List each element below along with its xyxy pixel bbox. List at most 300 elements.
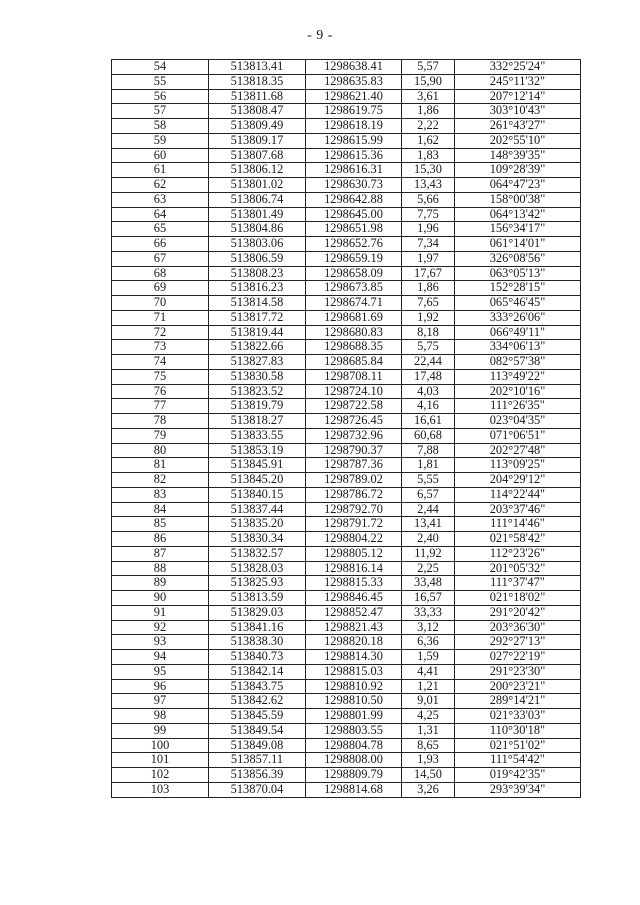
table-row [112, 753, 581, 768]
distance-cell: 2,25 [402, 561, 455, 576]
y-coordinate-cell: 1298681.69 [306, 310, 402, 325]
distance-cell: 7,88 [402, 443, 455, 458]
x-coordinate-cell: 513842.14 [209, 664, 306, 679]
x-coordinate-cell: 513801.02 [209, 178, 306, 193]
table-row [112, 133, 581, 148]
x-coordinate-cell: 513809.17 [209, 133, 306, 148]
point-number-cell: 68 [112, 266, 209, 281]
point-number-cell: 85 [112, 517, 209, 532]
table-row [112, 664, 581, 679]
y-coordinate-cell: 1298852.47 [306, 605, 402, 620]
table-row [112, 192, 581, 207]
table-row [112, 723, 581, 738]
bearing-cell: 207°12'14" [455, 89, 581, 104]
point-number-cell: 65 [112, 222, 209, 237]
bearing-cell: 111°37'47" [455, 576, 581, 591]
x-coordinate-cell: 513819.79 [209, 399, 306, 414]
x-coordinate-cell: 513801.49 [209, 207, 306, 222]
distance-cell: 1,97 [402, 251, 455, 266]
distance-cell: 5,57 [402, 60, 455, 75]
point-number-cell: 63 [112, 192, 209, 207]
y-coordinate-cell: 1298809.79 [306, 768, 402, 783]
table-row [112, 399, 581, 414]
distance-cell: 4,41 [402, 664, 455, 679]
bearing-cell: 110°30'18" [455, 723, 581, 738]
table-row [112, 605, 581, 620]
distance-cell: 1,62 [402, 133, 455, 148]
x-coordinate-cell: 513806.12 [209, 163, 306, 178]
bearing-cell: 066°49'11" [455, 325, 581, 340]
bearing-cell: 203°36'30" [455, 620, 581, 635]
bearing-cell: 111°26'35" [455, 399, 581, 414]
y-coordinate-cell: 1298815.33 [306, 576, 402, 591]
table-row [112, 679, 581, 694]
x-coordinate-cell: 513803.06 [209, 237, 306, 252]
y-coordinate-cell: 1298635.83 [306, 74, 402, 89]
distance-cell: 5,66 [402, 192, 455, 207]
table-row [112, 163, 581, 178]
table-row [112, 384, 581, 399]
distance-cell: 9,01 [402, 694, 455, 709]
point-number-cell: 74 [112, 355, 209, 370]
table-row [112, 576, 581, 591]
y-coordinate-cell: 1298621.40 [306, 89, 402, 104]
bearing-cell: 326°08'56" [455, 251, 581, 266]
table-row [112, 694, 581, 709]
x-coordinate-cell: 513808.23 [209, 266, 306, 281]
x-coordinate-cell: 513827.83 [209, 355, 306, 370]
point-number-cell: 71 [112, 310, 209, 325]
point-number-cell: 55 [112, 74, 209, 89]
y-coordinate-cell: 1298724.10 [306, 384, 402, 399]
x-coordinate-cell: 513818.35 [209, 74, 306, 89]
x-coordinate-cell: 513840.73 [209, 650, 306, 665]
point-number-cell: 89 [112, 576, 209, 591]
bearing-cell: 021°33'03" [455, 709, 581, 724]
bearing-cell: 202°55'10" [455, 133, 581, 148]
distance-cell: 1,21 [402, 679, 455, 694]
table-row [112, 222, 581, 237]
point-number-cell: 77 [112, 399, 209, 414]
table-row [112, 502, 581, 517]
bearing-cell: 021°58'42" [455, 532, 581, 547]
distance-cell: 17,67 [402, 266, 455, 281]
table-row [112, 296, 581, 311]
x-coordinate-cell: 513808.47 [209, 104, 306, 119]
x-coordinate-cell: 513828.03 [209, 561, 306, 576]
bearing-cell: 019°42'35" [455, 768, 581, 783]
distance-cell: 2,44 [402, 502, 455, 517]
table-row [112, 178, 581, 193]
point-number-cell: 73 [112, 340, 209, 355]
x-coordinate-cell: 513804.86 [209, 222, 306, 237]
y-coordinate-cell: 1298805.12 [306, 546, 402, 561]
distance-cell: 13,41 [402, 517, 455, 532]
table-row [112, 591, 581, 606]
distance-cell: 1,96 [402, 222, 455, 237]
table-row [112, 148, 581, 163]
y-coordinate-cell: 1298814.68 [306, 782, 402, 797]
table-row [112, 89, 581, 104]
x-coordinate-cell: 513845.59 [209, 709, 306, 724]
table-row [112, 517, 581, 532]
bearing-cell: 071°06'51" [455, 428, 581, 443]
bearing-cell: 245°11'32" [455, 74, 581, 89]
x-coordinate-cell: 513856.39 [209, 768, 306, 783]
bearing-cell: 202°27'48" [455, 443, 581, 458]
point-number-cell: 70 [112, 296, 209, 311]
bearing-cell: 158°00'38" [455, 192, 581, 207]
table-row [112, 709, 581, 724]
y-coordinate-cell: 1298680.83 [306, 325, 402, 340]
x-coordinate-cell: 513841.16 [209, 620, 306, 635]
point-number-cell: 91 [112, 605, 209, 620]
y-coordinate-cell: 1298810.92 [306, 679, 402, 694]
x-coordinate-cell: 513813.41 [209, 60, 306, 75]
point-number-cell: 79 [112, 428, 209, 443]
y-coordinate-cell: 1298708.11 [306, 369, 402, 384]
point-number-cell: 67 [112, 251, 209, 266]
table-row [112, 369, 581, 384]
y-coordinate-cell: 1298808.00 [306, 753, 402, 768]
y-coordinate-cell: 1298804.78 [306, 738, 402, 753]
table-row [112, 532, 581, 547]
table-row [112, 325, 581, 340]
table-row [112, 74, 581, 89]
bearing-cell: 293°39'34" [455, 782, 581, 797]
point-number-cell: 58 [112, 119, 209, 134]
y-coordinate-cell: 1298688.35 [306, 340, 402, 355]
distance-cell: 8,65 [402, 738, 455, 753]
bearing-cell: 289°14'21" [455, 694, 581, 709]
bearing-cell: 334°06'13" [455, 340, 581, 355]
point-number-cell: 82 [112, 473, 209, 488]
bearing-cell: 333°26'06" [455, 310, 581, 325]
x-coordinate-cell: 513840.15 [209, 487, 306, 502]
x-coordinate-cell: 513835.20 [209, 517, 306, 532]
x-coordinate-cell: 513819.44 [209, 325, 306, 340]
bearing-cell: 204°29'12" [455, 473, 581, 488]
distance-cell: 3,26 [402, 782, 455, 797]
y-coordinate-cell: 1298801.99 [306, 709, 402, 724]
distance-cell: 1,92 [402, 310, 455, 325]
point-number-cell: 92 [112, 620, 209, 635]
point-number-cell: 66 [112, 237, 209, 252]
table-row [112, 60, 581, 75]
bearing-cell: 027°22'19" [455, 650, 581, 665]
point-number-cell: 56 [112, 89, 209, 104]
point-number-cell: 100 [112, 738, 209, 753]
y-coordinate-cell: 1298804.22 [306, 532, 402, 547]
y-coordinate-cell: 1298658.09 [306, 266, 402, 281]
table-row [112, 473, 581, 488]
bearing-cell: 111°14'46" [455, 517, 581, 532]
bearing-cell: 261°43'27" [455, 119, 581, 134]
distance-cell: 11,92 [402, 546, 455, 561]
y-coordinate-cell: 1298615.99 [306, 133, 402, 148]
distance-cell: 1,31 [402, 723, 455, 738]
table-row [112, 104, 581, 119]
y-coordinate-cell: 1298685.84 [306, 355, 402, 370]
x-coordinate-cell: 513870.04 [209, 782, 306, 797]
table-row [112, 546, 581, 561]
point-number-cell: 75 [112, 369, 209, 384]
y-coordinate-cell: 1298674.71 [306, 296, 402, 311]
distance-cell: 15,90 [402, 74, 455, 89]
x-coordinate-cell: 513853.19 [209, 443, 306, 458]
distance-cell: 7,75 [402, 207, 455, 222]
table-row [112, 281, 581, 296]
x-coordinate-cell: 513845.20 [209, 473, 306, 488]
bearing-cell: 112°23'26" [455, 546, 581, 561]
x-coordinate-cell: 513823.52 [209, 384, 306, 399]
point-number-cell: 103 [112, 782, 209, 797]
distance-cell: 6,57 [402, 487, 455, 502]
point-number-cell: 72 [112, 325, 209, 340]
bearing-cell: 113°49'22" [455, 369, 581, 384]
y-coordinate-cell: 1298821.43 [306, 620, 402, 635]
bearing-cell: 114°22'44" [455, 487, 581, 502]
point-number-cell: 97 [112, 694, 209, 709]
y-coordinate-cell: 1298815.03 [306, 664, 402, 679]
bearing-cell: 201°05'32" [455, 561, 581, 576]
point-number-cell: 60 [112, 148, 209, 163]
point-number-cell: 90 [112, 591, 209, 606]
x-coordinate-cell: 513837.44 [209, 502, 306, 517]
point-number-cell: 84 [112, 502, 209, 517]
distance-cell: 1,86 [402, 281, 455, 296]
y-coordinate-cell: 1298642.88 [306, 192, 402, 207]
point-number-cell: 86 [112, 532, 209, 547]
y-coordinate-cell: 1298846.45 [306, 591, 402, 606]
bearing-cell: 021°51'02" [455, 738, 581, 753]
point-number-cell: 98 [112, 709, 209, 724]
distance-cell: 4,25 [402, 709, 455, 724]
bearing-cell: 332°25'24" [455, 60, 581, 75]
table-row [112, 119, 581, 134]
x-coordinate-cell: 513817.72 [209, 310, 306, 325]
x-coordinate-cell: 513832.57 [209, 546, 306, 561]
distance-cell: 2,22 [402, 119, 455, 134]
bearing-cell: 291°20'42" [455, 605, 581, 620]
bearing-cell: 023°04'35" [455, 414, 581, 429]
bearing-cell: 291°23'30" [455, 664, 581, 679]
distance-cell: 33,48 [402, 576, 455, 591]
y-coordinate-cell: 1298616.31 [306, 163, 402, 178]
y-coordinate-cell: 1298810.50 [306, 694, 402, 709]
bearing-cell: 202°10'16" [455, 384, 581, 399]
point-number-cell: 64 [112, 207, 209, 222]
table-row [112, 207, 581, 222]
distance-cell: 16,57 [402, 591, 455, 606]
point-number-cell: 61 [112, 163, 209, 178]
point-number-cell: 80 [112, 443, 209, 458]
point-number-cell: 54 [112, 60, 209, 75]
table-row [112, 414, 581, 429]
y-coordinate-cell: 1298645.00 [306, 207, 402, 222]
distance-cell: 60,68 [402, 428, 455, 443]
distance-cell: 4,03 [402, 384, 455, 399]
distance-cell: 7,65 [402, 296, 455, 311]
distance-cell: 22,44 [402, 355, 455, 370]
bearing-cell: 063°05'13" [455, 266, 581, 281]
x-coordinate-cell: 513825.93 [209, 576, 306, 591]
x-coordinate-cell: 513829.03 [209, 605, 306, 620]
bearing-cell: 156°34'17" [455, 222, 581, 237]
distance-cell: 15,30 [402, 163, 455, 178]
table-row [112, 768, 581, 783]
y-coordinate-cell: 1298820.18 [306, 635, 402, 650]
distance-cell: 1,83 [402, 148, 455, 163]
point-number-cell: 69 [112, 281, 209, 296]
y-coordinate-cell: 1298673.85 [306, 281, 402, 296]
distance-cell: 4,16 [402, 399, 455, 414]
bearing-cell: 303°10'43" [455, 104, 581, 119]
table-row [112, 355, 581, 370]
bearing-cell: 111°54'42" [455, 753, 581, 768]
bearing-cell: 082°57'38" [455, 355, 581, 370]
x-coordinate-cell: 513806.74 [209, 192, 306, 207]
bearing-cell: 061°14'01" [455, 237, 581, 252]
bearing-cell: 203°37'46" [455, 502, 581, 517]
distance-cell: 1,93 [402, 753, 455, 768]
distance-cell: 2,40 [402, 532, 455, 547]
bearing-cell: 109°28'39" [455, 163, 581, 178]
distance-cell: 13,43 [402, 178, 455, 193]
bearing-cell: 065°46'45" [455, 296, 581, 311]
y-coordinate-cell: 1298619.75 [306, 104, 402, 119]
x-coordinate-cell: 513849.54 [209, 723, 306, 738]
bearing-cell: 113°09'25" [455, 458, 581, 473]
table-row [112, 561, 581, 576]
distance-cell: 1,86 [402, 104, 455, 119]
y-coordinate-cell: 1298790.37 [306, 443, 402, 458]
point-number-cell: 94 [112, 650, 209, 665]
y-coordinate-cell: 1298792.70 [306, 502, 402, 517]
distance-cell: 16,61 [402, 414, 455, 429]
distance-cell: 3,61 [402, 89, 455, 104]
table-row [112, 620, 581, 635]
distance-cell: 17,48 [402, 369, 455, 384]
x-coordinate-cell: 513857.11 [209, 753, 306, 768]
y-coordinate-cell: 1298722.58 [306, 399, 402, 414]
table-row [112, 782, 581, 797]
x-coordinate-cell: 513838.30 [209, 635, 306, 650]
distance-cell: 5,75 [402, 340, 455, 355]
point-number-cell: 59 [112, 133, 209, 148]
y-coordinate-cell: 1298789.02 [306, 473, 402, 488]
point-number-cell: 96 [112, 679, 209, 694]
bearing-cell: 064°47'23" [455, 178, 581, 193]
point-number-cell: 88 [112, 561, 209, 576]
distance-cell: 33,33 [402, 605, 455, 620]
x-coordinate-cell: 513818.27 [209, 414, 306, 429]
y-coordinate-cell: 1298816.14 [306, 561, 402, 576]
bearing-cell: 200°23'21" [455, 679, 581, 694]
x-coordinate-cell: 513845.91 [209, 458, 306, 473]
x-coordinate-cell: 513842.62 [209, 694, 306, 709]
coordinates-table-body [112, 60, 581, 798]
table-row [112, 738, 581, 753]
x-coordinate-cell: 513816.23 [209, 281, 306, 296]
x-coordinate-cell: 513806.59 [209, 251, 306, 266]
distance-cell: 3,12 [402, 620, 455, 635]
distance-cell: 1,81 [402, 458, 455, 473]
y-coordinate-cell: 1298638.41 [306, 60, 402, 75]
point-number-cell: 99 [112, 723, 209, 738]
table-row [112, 650, 581, 665]
point-number-cell: 81 [112, 458, 209, 473]
table-row [112, 237, 581, 252]
table-row [112, 428, 581, 443]
x-coordinate-cell: 513843.75 [209, 679, 306, 694]
page-number: - 9 - [307, 28, 333, 43]
y-coordinate-cell: 1298630.73 [306, 178, 402, 193]
table-row [112, 458, 581, 473]
x-coordinate-cell: 513813.59 [209, 591, 306, 606]
y-coordinate-cell: 1298732.96 [306, 428, 402, 443]
distance-cell: 5,55 [402, 473, 455, 488]
x-coordinate-cell: 513849.08 [209, 738, 306, 753]
bearing-cell: 152°28'15" [455, 281, 581, 296]
table-row [112, 251, 581, 266]
distance-cell: 14,50 [402, 768, 455, 783]
point-number-cell: 76 [112, 384, 209, 399]
y-coordinate-cell: 1298803.55 [306, 723, 402, 738]
point-number-cell: 101 [112, 753, 209, 768]
y-coordinate-cell: 1298615.36 [306, 148, 402, 163]
point-number-cell: 83 [112, 487, 209, 502]
x-coordinate-cell: 513833.55 [209, 428, 306, 443]
y-coordinate-cell: 1298787.36 [306, 458, 402, 473]
y-coordinate-cell: 1298651.98 [306, 222, 402, 237]
bearing-cell: 292°27'13" [455, 635, 581, 650]
point-number-cell: 93 [112, 635, 209, 650]
table-row [112, 266, 581, 281]
x-coordinate-cell: 513814.58 [209, 296, 306, 311]
y-coordinate-cell: 1298786.72 [306, 487, 402, 502]
y-coordinate-cell: 1298814.30 [306, 650, 402, 665]
point-number-cell: 57 [112, 104, 209, 119]
table-row [112, 310, 581, 325]
distance-cell: 6,36 [402, 635, 455, 650]
y-coordinate-cell: 1298618.19 [306, 119, 402, 134]
distance-cell: 1,59 [402, 650, 455, 665]
x-coordinate-cell: 513811.68 [209, 89, 306, 104]
table-row [112, 635, 581, 650]
y-coordinate-cell: 1298726.45 [306, 414, 402, 429]
bearing-cell: 148°39'35" [455, 148, 581, 163]
x-coordinate-cell: 513809.49 [209, 119, 306, 134]
x-coordinate-cell: 513822.66 [209, 340, 306, 355]
x-coordinate-cell: 513830.58 [209, 369, 306, 384]
table-row [112, 487, 581, 502]
point-number-cell: 95 [112, 664, 209, 679]
coordinates-table [111, 59, 581, 798]
y-coordinate-cell: 1298652.76 [306, 237, 402, 252]
x-coordinate-cell: 513807.68 [209, 148, 306, 163]
bearing-cell: 064°13'42" [455, 207, 581, 222]
bearing-cell: 021°18'02" [455, 591, 581, 606]
distance-cell: 8,18 [402, 325, 455, 340]
point-number-cell: 62 [112, 178, 209, 193]
x-coordinate-cell: 513830.34 [209, 532, 306, 547]
y-coordinate-cell: 1298659.19 [306, 251, 402, 266]
table-row [112, 443, 581, 458]
y-coordinate-cell: 1298791.72 [306, 517, 402, 532]
point-number-cell: 102 [112, 768, 209, 783]
point-number-cell: 87 [112, 546, 209, 561]
